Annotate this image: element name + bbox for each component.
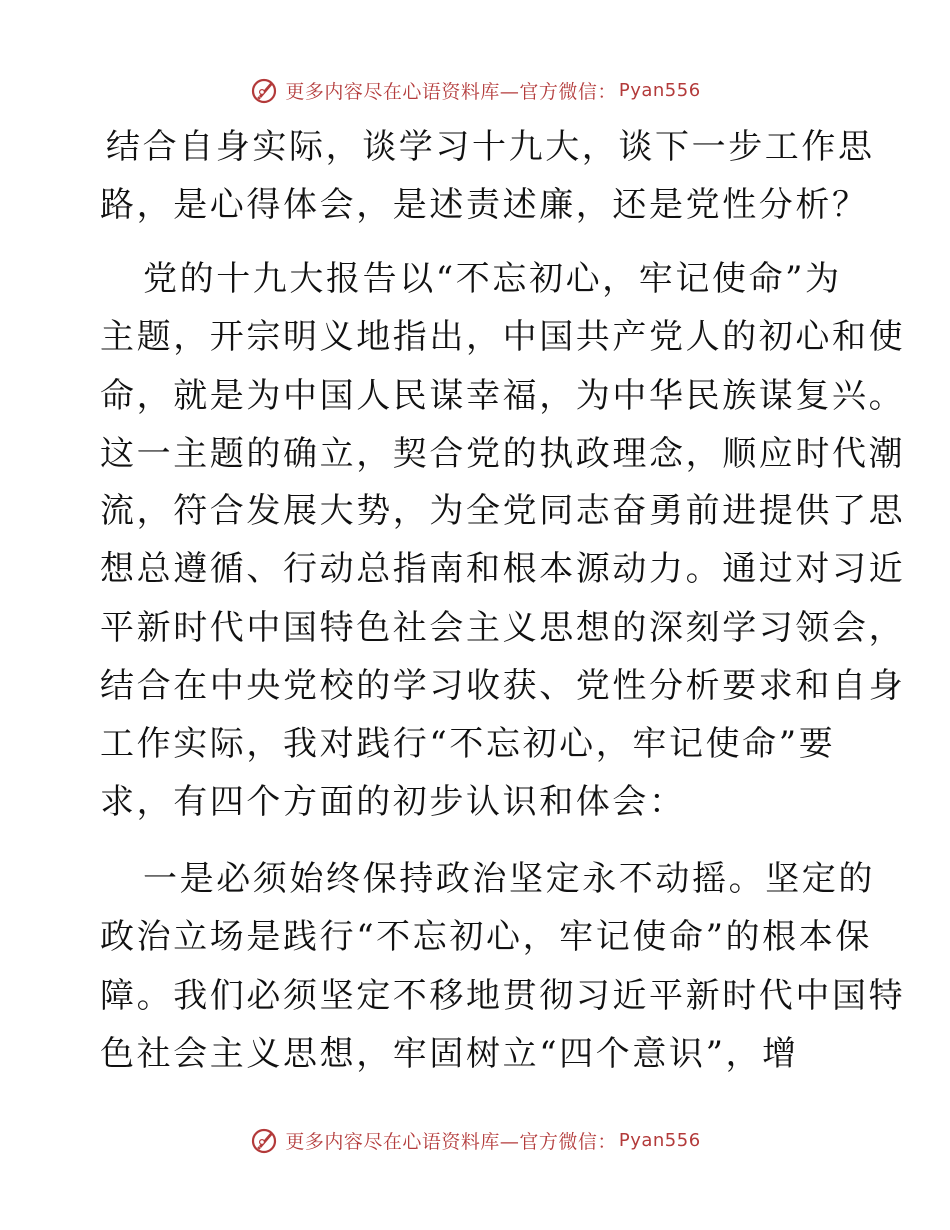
paragraph-line: 党的十九大报告以“不忘初心，牢记使命”为 <box>143 259 842 299</box>
paragraph-line: 平新时代中国特色社会主义思想的深刻学习领会， <box>100 608 906 648</box>
quill-seal-logo-icon <box>249 75 279 105</box>
header-watermark <box>0 70 950 110</box>
footer-watermark <box>0 1120 950 1160</box>
paragraph-line: 命，就是为中国人民谋幸福，为中华民族谋复兴。 <box>100 376 906 416</box>
paragraph-line: 这一主题的确立，契合党的执政理念，顺应时代潮 <box>100 434 906 474</box>
paragraph-line: 主题，开宗明义地指出，中国共产党人的初心和使 <box>100 317 906 357</box>
paragraph-line: 一是必须始终保持政治坚定永不动摇。坚定的 <box>143 859 875 899</box>
paragraph-line: 结合在中央党校的学习收获、党性分析要求和自身 <box>100 666 906 706</box>
paragraph-line: 想总遵循、行动总指南和根本源动力。通过对习近 <box>100 549 906 589</box>
watermark-wechat-id: Pyan556 <box>618 79 701 101</box>
quill-seal-logo-icon <box>249 1125 279 1155</box>
paragraph-line: 求，有四个方面的初步认识和体会： <box>100 782 686 822</box>
paragraph-line: 障。我们必须坚定不移地贯彻习近平新时代中国特 <box>100 976 906 1016</box>
paragraph-line: 色社会主义思想，牢固树立“四个意识”，增 <box>100 1034 799 1074</box>
paragraph-line: 流，符合发展大势，为全党同志奋勇前进提供了思 <box>100 491 906 531</box>
title-line: 结合自身实际，谈学习十九大，谈下一步工作思 <box>106 127 875 167</box>
watermark-text: 更多内容尽在心语资料库—官方微信： <box>285 1130 617 1153</box>
watermark-text: 更多内容尽在心语资料库—官方微信： <box>285 80 617 103</box>
watermark-wechat-id: Pyan556 <box>618 1129 701 1151</box>
title-line: 路，是心得体会，是述责述廉，还是党性分析？ <box>100 185 869 225</box>
paragraph-line: 政治立场是践行“不忘初心，牢记使命”的根本保 <box>100 917 872 957</box>
paragraph-line: 工作实际，我对践行“不忘初心，牢记使命”要 <box>100 724 836 764</box>
